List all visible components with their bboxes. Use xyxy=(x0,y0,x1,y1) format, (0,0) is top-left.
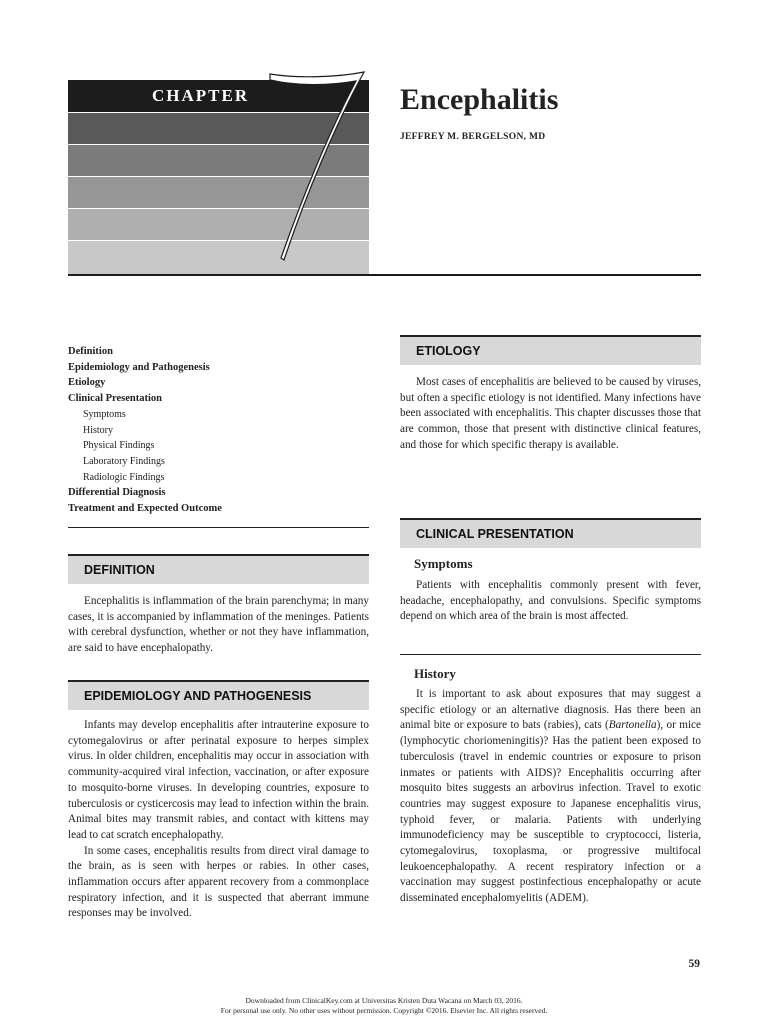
outline-subitem[interactable]: Radiologic Findings xyxy=(83,471,165,483)
history-text-part: It is important to ask about exposures that may suggest a specific etiology or an alternative diagnosis. Has there been an animal bite or exposure to bats (rabies), cats ( xyxy=(400,688,701,732)
outline-item[interactable]: Etiology xyxy=(68,377,106,389)
chapter-number xyxy=(264,64,374,274)
etiology-text xyxy=(400,375,701,454)
page-footer xyxy=(0,996,768,1016)
outline-subitem[interactable]: Physical Findings xyxy=(83,440,155,452)
paragraph: Infants may develop encephalitis after intrauterine exposure to cytomegalovirus or after perinatal exposure to herpes simplex virus. In older children, encephalitis may occur in association with community-acquired viral infection, vaccination, or after exposure to mosquito-borne viruses. In developing countries, exposure to tuberculosis or cysticercosis may lead to infection within the brain. Animal bites may transmit rabies, and contact with kittens may lead to cat scratch encephalopathy. xyxy=(68,719,369,841)
epidemiology-text xyxy=(68,718,369,922)
author-name: JEFFREY M. BERGELSON, MD xyxy=(400,132,546,142)
chapter-outline xyxy=(68,344,368,517)
paragraph: Encephalitis is inflammation of the brain parenchyma; in many cases, it is accompanied by inflammation of the meninges. Patients with cerebral dysfunction, whether or not they have inflammation, are said to have encephalopathy. xyxy=(68,595,369,655)
chapter-title: Encephalitis xyxy=(400,83,559,116)
outline-subitem[interactable]: History xyxy=(83,424,113,436)
paragraph: Patients with encephalitis commonly present with fever, headache, encephalopathy, and convulsions. Specific symptoms depend on which area of the brain is most affected. xyxy=(400,579,701,623)
etiology-heading: ETIOLOGY xyxy=(400,335,701,365)
outline-item[interactable]: Differential Diagnosis xyxy=(68,487,166,499)
outline-item[interactable]: Epidemiology and Pathogenesis xyxy=(68,361,210,373)
chapter-banner xyxy=(68,80,369,274)
chapter-title-block xyxy=(400,80,558,142)
outline-subitem[interactable]: Laboratory Findings xyxy=(83,455,165,467)
section-rule xyxy=(400,654,701,655)
history-text-part: ), or mice (lymphocytic choriomeningitis)? Has the patient been exposed to tuberculosis (travel in endemic countries or exposure to prison inmates or patients with AIDS)? Encephalitis occurring after mosquito bites suggests an arbovirus infection. Travel to exotic countries may suggest exposure to Japanese encephalitis virus, typhoid fever, or malaria. Patients with underlying immunodeficiency may be susceptible to cryptococci, listeria, cytomegalovirus, toxoplasma, or progressive multifocal leukoencephalopathy. A recent respiratory infection or a vaccination may suggest postinfectious encephalopathy or acute disseminated encephalomyelitis (ADEM). xyxy=(400,719,701,905)
outline-item[interactable]: Definition xyxy=(68,346,113,357)
epidemiology-heading: EPIDEMIOLOGY AND PATHOGENESIS xyxy=(68,680,369,710)
paragraph: Most cases of encephalitis are believed to be caused by viruses, but often a specific etiology is not identified. Many infections have been associated with encephalitis. This chapter discusses those that are common, those that present with distinctive clinical features, and those for which specific therapy is available. xyxy=(400,376,701,451)
paragraph: In some cases, encephalitis results from direct viral damage to the brain, as is seen with herpes or rabies. In other cases, inflammation occurs after apparent recovery from a commonplace respiratory infection, and it is suspected that aberrant immune responses may be involved. xyxy=(68,844,369,920)
footer-line: For personal use only. No other uses without permission. Copyright ©2016. Elsevier Inc. All rights reserved. xyxy=(220,1006,548,1015)
definition-heading: DEFINITION xyxy=(68,554,369,584)
clinical-presentation-heading: CLINICAL PRESENTATION xyxy=(400,518,701,548)
symptoms-text xyxy=(400,578,701,625)
definition-text xyxy=(68,594,369,657)
chapter-label: CHAPTER xyxy=(152,86,250,105)
outline-item[interactable]: Treatment and Expected Outcome xyxy=(68,503,222,515)
footer-line: Downloaded from ClinicalKey.com at Universitas Kristen Duta Wacana on March 03, 2016. xyxy=(245,996,523,1005)
history-italic-term: Bartonella xyxy=(608,719,657,732)
header-rule xyxy=(68,274,701,276)
history-heading: History xyxy=(414,666,456,681)
paragraph xyxy=(400,687,701,907)
page-number: 59 xyxy=(688,958,700,970)
outline-item[interactable]: Clinical Presentation xyxy=(68,393,163,405)
symptoms-heading: Symptoms xyxy=(414,556,473,571)
history-text xyxy=(400,687,701,907)
outline-rule xyxy=(68,527,369,528)
outline-subitem[interactable]: Symptoms xyxy=(83,408,126,420)
